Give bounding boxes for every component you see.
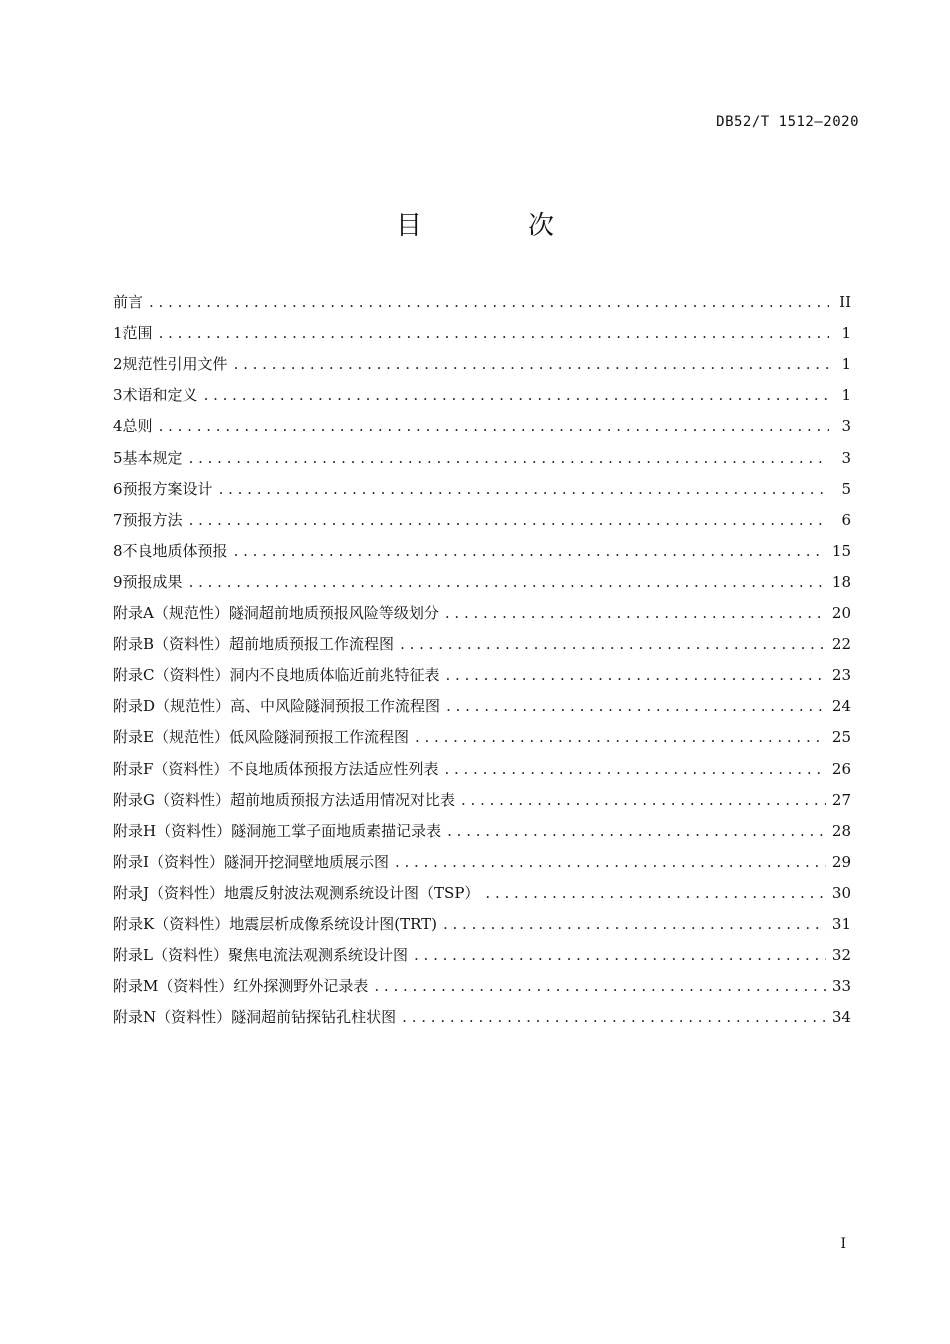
appendix-id: 附录I (113, 852, 149, 871)
dot-leader (395, 849, 826, 875)
toc-entry-page: 1 (841, 324, 851, 343)
dot-leader (446, 662, 826, 688)
toc-entry-label: 预报成果 (122, 572, 183, 591)
toc-entry-number: 7 (113, 510, 123, 529)
appendix-id: 附录N (113, 1008, 157, 1027)
toc-appendix-n[interactable] (113, 999, 851, 1030)
appendix-category: （规范性） (153, 604, 229, 623)
toc-entry-label: 范围 (122, 324, 153, 343)
toc-entry-page: 20 (831, 604, 851, 623)
toc-entry-label: 隧洞施工掌子面地质素描记录表 (231, 821, 442, 840)
toc-entry-page: 22 (831, 635, 851, 654)
appendix-id: 附录J (113, 883, 150, 902)
appendix-id: 附录E (113, 728, 154, 747)
toc-entry-page: II (839, 293, 851, 312)
toc-entry-4[interactable] (113, 408, 851, 439)
toc-entry-label: 预报方案设计 (122, 479, 213, 498)
toc-appendix-c[interactable] (113, 657, 851, 688)
toc-appendix-l[interactable] (113, 937, 851, 968)
appendix-category: （资料性） (154, 635, 230, 654)
toc-entry-label: 总则 (122, 417, 153, 436)
toc-entry-number: 8 (113, 541, 123, 560)
dot-leader (447, 818, 826, 844)
toc-entry-page: 27 (831, 790, 851, 809)
toc-entry-label: 隧洞开挖洞壁地质展示图 (223, 852, 389, 871)
appendix-id: 附录G (113, 790, 155, 809)
appendix-id: 附录A (113, 604, 154, 623)
toc-appendix-i[interactable] (113, 844, 851, 875)
appendix-category: （资料性） (156, 1008, 232, 1027)
appendix-id: 附录B (113, 635, 155, 654)
toc-entry-number: 2 (113, 355, 123, 374)
toc-entry-6[interactable] (113, 471, 851, 502)
appendix-category: （资料性） (148, 852, 224, 871)
dot-leader (400, 631, 826, 657)
table-of-contents (113, 284, 851, 1030)
appendix-category: （资料性） (149, 883, 225, 902)
appendix-category: （规范性） (153, 728, 229, 747)
toc-entry-number: 3 (113, 386, 123, 405)
appendix-id: 附录M (113, 977, 159, 996)
dot-leader (189, 569, 826, 595)
dot-leader (414, 942, 826, 968)
appendix-category: （规范性） (155, 697, 231, 716)
dot-leader (445, 600, 826, 626)
dot-leader (485, 880, 825, 906)
toc-entry-label: 不良地质体预报 (122, 541, 228, 560)
appendix-id: 附录L (113, 946, 153, 965)
toc-entry-label: 洞内不良地质体临近前兆特征表 (229, 666, 440, 685)
toc-entry-page: 5 (841, 479, 851, 498)
toc-entry-label: 地震层析成像系统设计图(TRT) (229, 914, 437, 933)
toc-appendix-h[interactable] (113, 813, 851, 844)
dot-leader (204, 382, 829, 408)
toc-entry-label: 高、中风险隧洞预报工作流程图 (230, 697, 441, 716)
toc-entry-number: 1 (113, 324, 123, 343)
toc-appendix-j[interactable] (113, 875, 851, 906)
page-title: 目 次 (395, 211, 594, 241)
dot-leader (234, 538, 826, 564)
dot-leader (374, 973, 826, 999)
toc-entry-label: 红外探测野外记录表 (233, 977, 369, 996)
toc-entry-page: 25 (831, 728, 851, 747)
toc-entry-8[interactable] (113, 533, 851, 564)
toc-entry-page: 30 (831, 883, 851, 902)
appendix-category: （资料性） (153, 759, 229, 778)
dot-leader (149, 289, 829, 315)
appendix-category: （资料性） (154, 666, 230, 685)
toc-entry-3[interactable] (113, 377, 851, 408)
toc-entry-page: 34 (831, 1008, 851, 1027)
dot-leader (461, 787, 826, 813)
toc-entry-page: 15 (831, 541, 851, 560)
toc-appendix-g[interactable] (113, 782, 851, 813)
dot-leader (443, 911, 826, 937)
appendix-id: 附录H (113, 821, 157, 840)
dot-leader (159, 413, 829, 439)
dot-leader (234, 351, 829, 377)
appendix-id: 附录K (113, 914, 155, 933)
dot-leader (219, 476, 829, 502)
toc-entry-page: 23 (831, 666, 851, 685)
standard-code: DB52/T 1512—2020 (716, 114, 859, 130)
toc-entry-page: 28 (831, 821, 851, 840)
toc-appendix-e[interactable] (113, 719, 851, 750)
toc-entry-label: 超前地质预报工作流程图 (229, 635, 395, 654)
toc-entry-page: 1 (841, 386, 851, 405)
toc-entry-page: 18 (831, 572, 851, 591)
dot-leader (446, 693, 826, 719)
toc-entry-label: 不良地质体预报方法适应性列表 (228, 759, 439, 778)
toc-appendix-a[interactable] (113, 595, 851, 626)
toc-entry-page: 26 (831, 759, 851, 778)
toc-entry-page: 31 (831, 914, 851, 933)
appendix-category: （资料性） (158, 977, 234, 996)
toc-entry-label: 隧洞超前钻探钻孔柱状图 (231, 1008, 397, 1027)
toc-entry-number: 4 (113, 417, 123, 436)
toc-entry-5[interactable] (113, 439, 851, 470)
toc-entry-page: 3 (841, 417, 851, 436)
dot-leader (189, 507, 829, 533)
toc-entry-label: 地震反射波法观测系统设计图（TSP） (224, 883, 480, 902)
toc-appendix-m[interactable] (113, 968, 851, 999)
toc-appendix-k[interactable] (113, 906, 851, 937)
toc-entry-number: 5 (113, 448, 123, 467)
dot-leader (415, 724, 826, 750)
appendix-id: 附录D (113, 697, 156, 716)
toc-entry-page: 24 (831, 697, 851, 716)
appendix-category: （资料性） (154, 790, 230, 809)
toc-entry-page: 29 (831, 852, 851, 871)
dot-leader (189, 445, 829, 471)
toc-appendix-f[interactable] (113, 750, 851, 781)
dot-leader (444, 756, 825, 782)
toc-entry-9[interactable] (113, 564, 851, 595)
toc-entry-number: 6 (113, 479, 123, 498)
toc-entry-number: 9 (113, 572, 123, 591)
toc-entry-page: 32 (831, 946, 851, 965)
toc-entry-label: 前言 (113, 293, 144, 312)
toc-entry-label: 基本规定 (122, 448, 183, 467)
toc-entry-page: 1 (841, 355, 851, 374)
appendix-category: （资料性） (156, 821, 232, 840)
toc-appendix-b[interactable] (113, 626, 851, 657)
toc-appendix-d[interactable] (113, 688, 851, 719)
toc-entry-page: 33 (831, 977, 851, 996)
toc-entry-7[interactable] (113, 502, 851, 533)
toc-entry-label: 超前地质预报方法适用情况对比表 (230, 790, 456, 809)
toc-entry-label: 隧洞超前地质预报风险等级划分 (228, 604, 439, 623)
toc-entry-label: 规范性引用文件 (122, 355, 228, 374)
toc-entry-1[interactable] (113, 315, 851, 346)
toc-entry-label: 聚焦电流法观测系统设计图 (227, 946, 408, 965)
appendix-id: 附录F (113, 759, 154, 778)
dot-leader (159, 320, 829, 346)
toc-entry-foreword[interactable] (113, 284, 851, 315)
toc-entry-label: 预报方法 (122, 510, 183, 529)
toc-entry-label: 术语和定义 (122, 386, 198, 405)
appendix-category: （资料性） (154, 914, 230, 933)
appendix-id: 附录C (113, 666, 155, 685)
page-number: I (840, 1236, 846, 1252)
toc-entry-2[interactable] (113, 346, 851, 377)
appendix-category: （资料性） (152, 946, 228, 965)
toc-entry-label: 低风险隧洞预报工作流程图 (228, 728, 409, 747)
toc-entry-page: 3 (841, 448, 851, 467)
toc-entry-page: 6 (841, 510, 851, 529)
dot-leader (402, 1004, 826, 1030)
